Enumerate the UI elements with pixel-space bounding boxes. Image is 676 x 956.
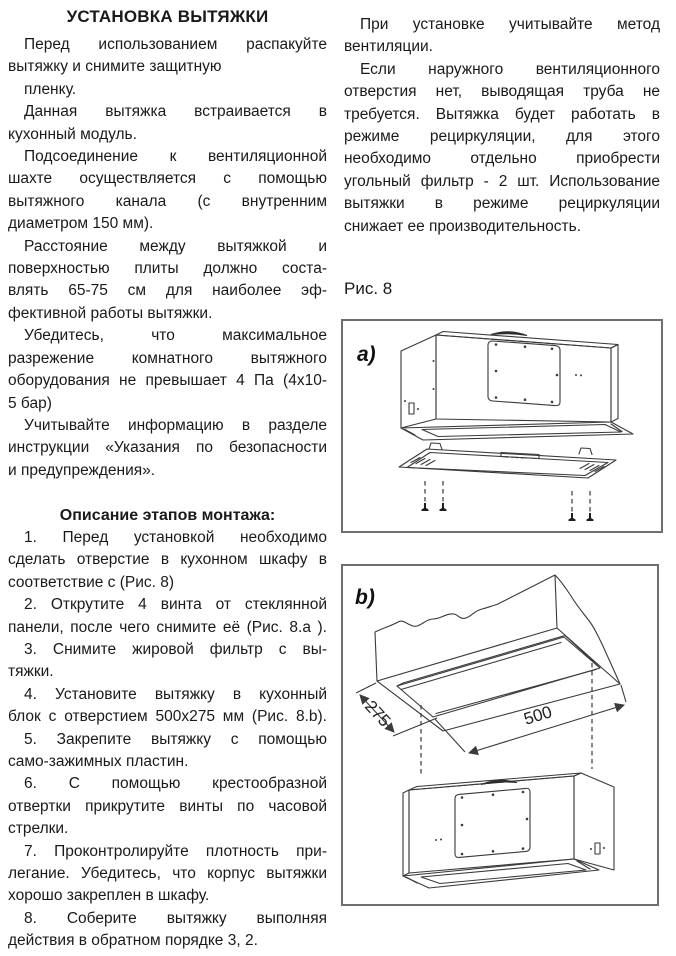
page-title: УСТАНОВКА ВЫТЯЖКИ (66, 7, 269, 26)
hood-body-drawing (401, 332, 633, 441)
text-line: 5 бар) (8, 394, 52, 412)
text-line: Учитывайте информацию в разделе (24, 416, 327, 434)
text-line: диаметром 150 мм). (8, 215, 154, 233)
text-line: легание. Убедитесь, что корпус вытяжки (8, 865, 327, 883)
text-line: режиме рециркуляции, для этого (344, 128, 660, 146)
step-3 (8, 639, 327, 684)
text-line: Данная вытяжка встраивается в (24, 103, 327, 121)
hood-exploded-drawing (343, 321, 661, 531)
text-line: поверхностью плиты должно соста- (8, 260, 327, 278)
text-line: требуется. Вытяжка будет работать в (344, 105, 660, 123)
steps-heading: Описание этапов монтажа: (59, 506, 276, 524)
text-line: 3. Снимите жировой фильтр с вы- (24, 640, 327, 658)
blank-line (8, 482, 327, 504)
screw-guide-lines (425, 481, 590, 515)
text-line: 1. Перед установкой необходимо (24, 528, 327, 546)
text-line: 5. Закрепите вытяжку с помощью (24, 730, 327, 748)
text-line: хорошо закреплен в шкафу. (8, 887, 210, 905)
text-line: 7. Проконтролируйте плотность при- (24, 842, 327, 860)
text-line: вытяжки в режиме рециркуляции (344, 195, 660, 213)
hood-body-drawing-b (403, 773, 614, 888)
text-line: Расстояние между вытяжкой и (24, 237, 327, 255)
paragraph-recirculation (344, 59, 660, 238)
step-5 (8, 729, 327, 774)
paragraph-vent-method (344, 14, 660, 59)
text-line: инструкции «Указания по безопасности (8, 439, 327, 457)
text-line: 8. Соберите вытяжку выполняя (24, 909, 327, 927)
paragraph-builtin (8, 101, 327, 146)
text-line: шахте осуществляется с помощью (8, 170, 327, 188)
dim-width-text: 500 (521, 702, 555, 729)
figure-panel-a (341, 319, 663, 533)
text-line: действия в обратном порядке 3, 2. (8, 932, 258, 950)
panel-a-label: a) (357, 343, 376, 367)
text-line: вытяжку и снимите защитную (8, 58, 222, 76)
text-line: отвертки прикрутите винты по часовой (8, 797, 327, 815)
text-line: вентиляции. (344, 38, 433, 56)
text-line: угольный фильтр - 2 шт. Использование (344, 172, 660, 190)
text-line: 6. С помощью крестообразной (24, 775, 327, 793)
text-line: оборудования не превышает 4 Па (4х10- (8, 372, 327, 390)
cabinet-drawing (375, 575, 620, 731)
text-line: стрелки. (8, 820, 69, 838)
text-line: и предупреждения». (8, 461, 156, 479)
figure-caption: Рис. 8 (344, 279, 393, 299)
step-2 (8, 594, 327, 639)
right-column (344, 14, 660, 906)
dim-depth-text: 275 (361, 696, 395, 731)
paragraph-pressure (8, 325, 327, 415)
text-line: отверстия нет, выводящая труба не (344, 83, 660, 101)
text-line: снижает ее производительность. (344, 217, 582, 235)
text-line: тяжки. (8, 663, 54, 681)
figure-panel-b (341, 564, 659, 906)
text-line: Перед использованием распакуйте (24, 36, 327, 53)
panel-b-label: b) (355, 586, 375, 610)
text-line: Подсоединение к вентиляционной (24, 148, 327, 166)
text-line: 2. Открутите 4 винта от стеклянной (24, 596, 327, 614)
step-6 (8, 773, 327, 840)
text-line: пленку. (24, 80, 77, 98)
text-line: само-зажимных пластин. (8, 753, 189, 770)
text-line: влять 65-75 см для наиболее эф- (8, 282, 327, 300)
text-line: Если наружного вентиляционного (360, 60, 660, 78)
step-4 (8, 684, 327, 729)
text-line: вытяжного канала (с внутренним (8, 192, 327, 210)
text-line: 4. Установите вытяжку в кухонный (24, 685, 327, 703)
step-1 (8, 527, 327, 594)
step-8 (8, 908, 327, 953)
text-line: блок с отверстием 500х275 мм (Рис. 8.b). (8, 708, 327, 726)
paragraph-distance (8, 236, 327, 326)
paragraph-safety (8, 415, 327, 482)
text-line: Убедитесь, что максимальное (24, 327, 327, 345)
text-line: сделать отверстие в кухонном шкафу в (8, 551, 327, 569)
text-line: фективной работы вытяжки. (8, 304, 213, 322)
text-line: разрежение комнатного вытяжного (8, 349, 327, 367)
text-line: панели, после чего снимите её (Рис. 8.a ). (8, 618, 327, 636)
screw-icon (422, 503, 594, 521)
text-line: соответствие с (Рис. 8) (8, 573, 175, 591)
cabinet-cutout-drawing (343, 566, 657, 904)
left-column (8, 6, 327, 953)
step-7 (8, 841, 327, 908)
paragraph-unpack (8, 34, 327, 101)
text-line: необходимо отдельно приобрести (344, 150, 660, 168)
alignment-dashed-lines (421, 663, 592, 776)
paragraph-duct (8, 146, 327, 236)
text-line: При установке учитывайте метод (360, 16, 660, 33)
glass-panel-drawing (399, 443, 616, 478)
text-line: кухонный модуль. (8, 125, 137, 143)
